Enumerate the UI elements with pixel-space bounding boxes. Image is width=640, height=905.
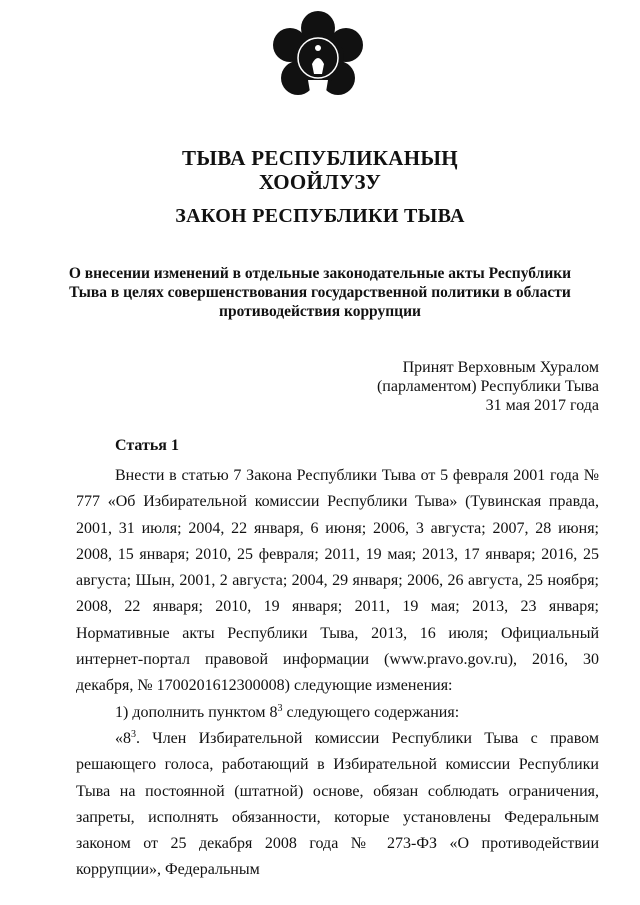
paragraph-item-1 xyxy=(76,700,599,726)
adoption-note xyxy=(377,358,599,415)
quote-text: . Член Избирательной комиссии Республики Тыва с правом решающего голоса, работающий в Избирательной комиссии Республики Тыва на постоянной (штатной) основе, обязан соблюдать ограничения, запреты, исполнять обязанности, которые установлены Федеральным законом от 25 декабря 2008 года № 273-ФЗ «О противодействии коррупции», Федеральным xyxy=(76,729,599,879)
article-body xyxy=(76,463,599,884)
article-heading: Статья 1 xyxy=(115,437,179,454)
quote-prefix: «8 xyxy=(115,729,131,747)
document-title-tuvan-line1: ТЫВА РЕСПУБЛИКАНЫҢ xyxy=(182,146,458,170)
paragraph-amendment-intro: Внести в статью 7 Закона Республики Тыва от 5 февраля 2001 года № 777 «Об Избирательной комиссии Республики Тыва» (Тувинская правда, 2001, 31 июля; 2004, 22 января, 6 июня; 2006, 3 августа; 2007, 28 июня; 2008, 15 января; 2010, 25 февраля; 2011, 19 мая; 2013, 17 января; 2016, 25 августа; Шын, 2001, 2 августа; 2004, 29 января; 2006, 26 августа, 25 ноября; 2008, 22 января; 2010, 19 января; 2011, 19 мая; 2013, 23 января; Нормативные акты Республики Тыва, 2013, 16 июля; Официальный интернет-портал правовой информации (www.pravo.gov.ru), 2016, 30 декабря, № 1700201612300008) следующие изменения: xyxy=(76,467,599,695)
adoption-date: 31 мая 2017 года xyxy=(485,397,599,414)
item1-prefix: 1) дополнить пунктом 8 xyxy=(115,703,278,721)
quote-superscript: 3 xyxy=(131,728,136,740)
item1-superscript: 3 xyxy=(277,702,283,714)
paragraph-quoted-text xyxy=(76,726,599,884)
document-title-russian: ЗАКОН РЕСПУБЛИКИ ТЫВА xyxy=(175,205,465,227)
adoption-note-line2: (парламентом) Республики Тыва xyxy=(376,378,599,395)
law-subject-heading: О внесении изменений в отдельные законодательные акты Республики Тыва в целях совершенствования государственной политики в области противодействия коррупции xyxy=(68,265,572,320)
document-title-tuvan-line2: ХООЙЛУЗУ xyxy=(258,170,382,194)
item1-suffix: следующего содержания: xyxy=(282,703,460,721)
coat-of-arms-emblem xyxy=(268,8,368,108)
adoption-note-line1: Принят Верховным Хуралом xyxy=(402,359,599,376)
